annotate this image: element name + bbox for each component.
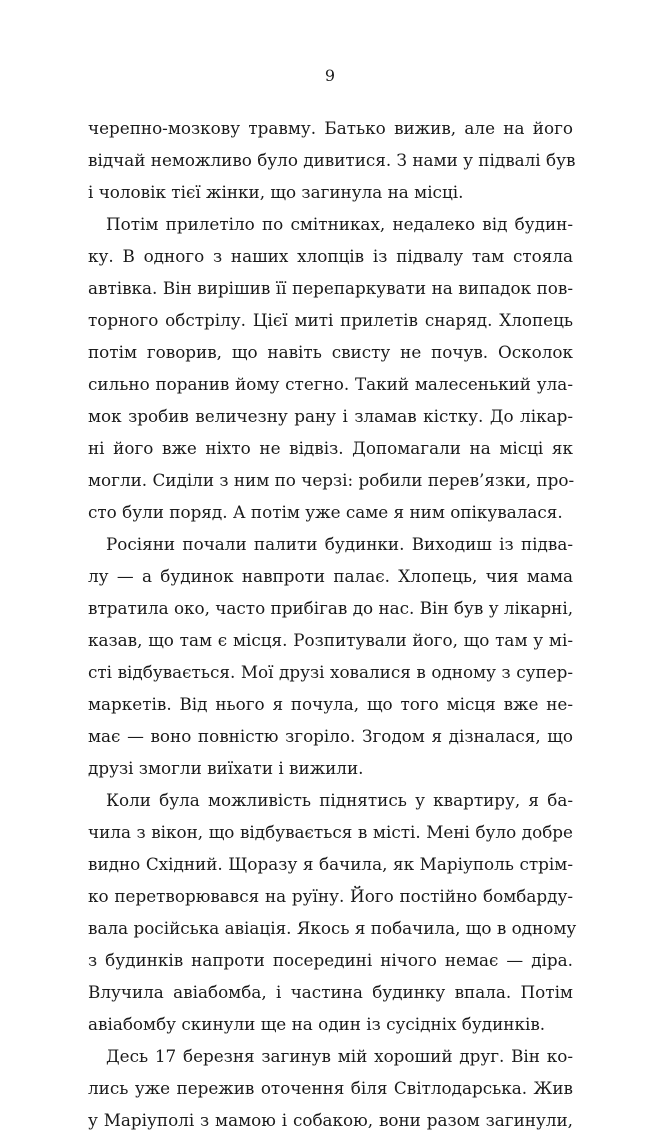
- text-line: могли. Сиділи з ним по черзі: робили перев’язки, про-: [88, 470, 575, 490]
- text-line: Коли була можливість піднятись у квартиру, я ба-: [106, 790, 573, 810]
- text-line: сильно поранив йому стегно. Такий малесенький ула-: [88, 374, 573, 394]
- text-line: потім говорив, що навіть свисту не почув. Осколок: [88, 342, 573, 362]
- text-line: Десь 17 березня загинув мій хороший друг. Він ко-: [106, 1046, 573, 1066]
- text-line: казав, що там є місця. Розпитували його, що там у мі-: [88, 630, 573, 650]
- text-line: авіабомбу скинули ще на один із сусідніх будинків.: [88, 1014, 546, 1034]
- text-line: сті відбувається. Мої друзі ховалися в одному з супер-: [88, 662, 573, 682]
- text-line: черепно-мозкову травму. Батько вижив, але на його: [88, 118, 573, 138]
- text-line: сто були поряд. А потім уже саме я ним опікувалася.: [88, 502, 563, 522]
- text-line: ку. В одного з наших хлопців із підвалу там стояла: [88, 246, 573, 266]
- text-line: Потім прилетіло по смітниках, недалеко від будин-: [106, 214, 573, 234]
- text-line: мок зробив величезну рану і зламав кістку. До лікар-: [88, 406, 573, 426]
- text-line: з будинків напроти посередині нічого немає — діра.: [88, 950, 573, 970]
- text-line: Росіяни почали палити будинки. Виходиш із підва-: [106, 534, 573, 554]
- text-line: чила з вікон, що відбувається в місті. Мені було добре: [88, 822, 573, 842]
- text-line: у Маріуполі з мамою і собакою, вони разом загинули,: [88, 1110, 573, 1130]
- text-line: вала російська авіація. Якось я побачила, що в одному: [88, 918, 577, 938]
- text-line: ко перетворювався на руїну. Його постійно бомбарду-: [88, 886, 573, 906]
- page-number: 9: [324, 66, 336, 85]
- body-text: [88, 112, 577, 1136]
- text-line: лись уже пережив оточення біля Світлодарська. Жив: [88, 1078, 573, 1098]
- text-line: видно Східний. Щоразу я бачила, як Маріуполь стрім-: [88, 854, 573, 874]
- text-line: і чоловік тієї жінки, що загинула на місці.: [88, 182, 464, 202]
- text-line: маркетів. Від нього я почула, що того місця вже не-: [88, 694, 573, 714]
- text-line: має — воно повністю згоріло. Згодом я дізналася, що: [88, 726, 573, 746]
- text-line: автівка. Він вирішив її перепаркувати на випадок пов-: [88, 278, 573, 298]
- text-line: ні його вже ніхто не відвіз. Допомагали на місці як: [88, 438, 573, 458]
- text-line: відчай неможливо було дивитися. З нами у підвалі був: [88, 150, 576, 170]
- text-line: друзі змогли виїхати і вижили.: [88, 758, 364, 778]
- text-line: лу — а будинок навпроти палає. Хлопець, чия мама: [88, 566, 573, 586]
- text-line: Влучила авіабомба, і частина будинку впала. Потім: [88, 982, 573, 1002]
- text-line: торного обстрілу. Цієї миті прилетів снаряд. Хлопець: [88, 310, 573, 330]
- text-line: втратила око, часто прибігав до нас. Він був у лікарні,: [88, 598, 574, 618]
